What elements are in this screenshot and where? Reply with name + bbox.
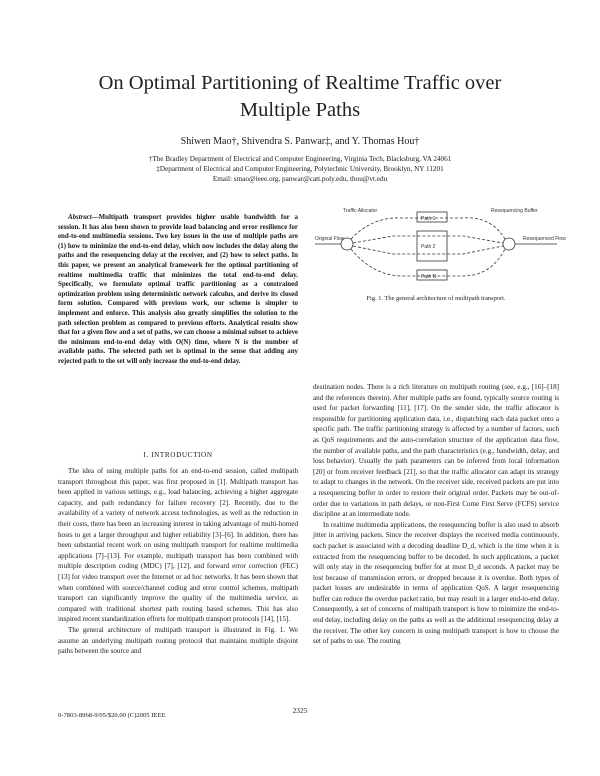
title-line-1: On Optimal Partitioning of Realtime Traffic over (98, 72, 502, 94)
section-heading-introduction: I. INTRODUCTION (143, 451, 213, 459)
label-resequencing-buffer: Resequencing Buffer (491, 208, 538, 214)
abstract (58, 213, 298, 367)
right-paragraph-2: In realtime multimedia applications, the resequencing buffer is also used to absorb jitter in arriving packets. Since the receiver displays the received media continuously, each packet is associated with a decoding deadline D_d, which is the time when it is extracted from the resequencing buffer to be decoded. In such applications, a packet will only stay in the resequencing buffer for at most D_d seconds. A packet may be lost because of transmission errors, or dropped because it is overdue. Both types of packet losses are undesirable in terms of application QoS. A larger resequencing buffer can reduce the overdue packet ratio, but may result in a larger end-to-end delay. Consequently, a set of concerns of multipath transport is how to minimize the end-to-end delay, including delay on the paths as well as the additional resequencing delay at the receiver. The other key concern in using multipath transport is how to choose the set of paths to use. The routing (313, 520, 559, 646)
affiliations (40, 154, 560, 184)
label-original-flow: Original Flow (315, 236, 345, 242)
label-traffic-allocator: Traffic Allocator (343, 208, 378, 214)
path-2-line (353, 236, 503, 243)
figure-multipath-architecture (313, 206, 566, 290)
paper-title (40, 70, 560, 124)
figure-caption: Fig. 1. The general architecture of multipath transport. (366, 295, 506, 302)
page-number: 2325 (292, 706, 308, 715)
author-list: Shiwen Mao†, Shivendra S. Panwar‡, and Y. Thomas Hou† (180, 136, 420, 147)
label-path-1: Path 1 (421, 216, 436, 222)
label-resequenced-flow: Resequenced Flow (523, 236, 566, 242)
path-n-line (351, 249, 505, 276)
email-line: Email: smao@ieee.org, panwar@catt.poly.edu, thou@vt.edu (212, 175, 388, 183)
right-paragraph-1: destination nodes. There is a rich literature on multipath routing (see, e.g., [16]–[18] and the references therein). After multiple paths are found, typically source routing is used for packet forwarding [11], [17]. On the sender side, the traffic allocator is responsible for partitioning application data, i.e., dispatching each data packet onto a specific path. The traffic partitioning strategy is affected by a number of factors, such as QoS requirements and the auto-correlation structure of the application data flow, the number of available paths, and the path characteristics (e.g., bandwidth, delay, and loss behavior). Usually the path parameters can be inferred from local information [20] or from receiver feedback [21], so that the traffic allocator can adapt its strategy to adapt to changes in the network. On the receiver side, received packets are put into a resequencing buffer in order to restore their original order. Packets may be out-of-order due to variations in path delays, or non-First Come First Serve (FCFS) service discipline at an intermediate node. (313, 383, 559, 519)
affiliation-1: †The Bradley Department of Electrical and Computer Engineering, Virginia Tech, Blacksburg, VA 24061 (148, 155, 452, 163)
affiliation-2: ‡Department of Electrical and Computer Engineering, Polytechnic University, Brooklyn, NY 11201 (156, 165, 444, 173)
intro-paragraph-1: The idea of using multiple paths for an end-to-end session, called multipath transport throughout this paper, was first proposed in [1]. Multipath transport has been applied in various settings, e.g., load balancing, achieving a higher aggregate capacity, and path redundancy for failure recovery [2]. Recently, due to the availability of a variety of network access technologies, as well as the reduction in their costs, there has been an increasing interest in taking advantage of multi-homed hosts to get a larger throughput and higher reliability [3]–[6]. In addition, there has been substantial recent work on using multipath transport for realtime multimedia applications [7]–[13]. For example, multipath transport has been combined with multiple description coding (MDC) [7], [12], and forward error correction (FEC) [13] for video transport over the Internet or ad hoc networks. It has been shown that when combined with source/channel coding and error control schemes, multipath transport can significantly improve the quality of the multimedia service, as compared with traditional shortest path routing based schemes. This has also inspired recent standardization efforts for multipath transport protocols [14], [15]. (58, 467, 298, 624)
copyright-footer: 0-7803-8968-9/05/$20.00 (C)2005 IEEE (58, 712, 166, 719)
resequencing-buffer-node (503, 238, 515, 250)
label-path-n: Path N (421, 274, 437, 280)
title-line-2: Multiple Paths (239, 99, 361, 121)
introduction-body (58, 466, 298, 657)
abstract-text: —Multipath transport provides higher usable bandwidth for a session. It has also been shown to provide load balancing and error resilience for end-to-end multimedia sessions. Two key issues in the use of multiple paths are (1) how to minimize the end-to-end delay, which now includes the delay along the paths and the resequencing delay at the receiver, and (2) how to select paths. In this paper, we present an analytical framework for the optimal partitioning of realtime multimedia traffic that minimizes the total end-to-end delay. Specifically, we formulate optimal traffic partitioning as a constrained optimization problem using deterministic network calculus, and derive its closed form solution. Compared with previous work, our scheme is simpler to implement and enforce. This analysis also greatly simplifies the solution to the path selection problem as compared to previous efforts. Analytical results show that for a given flow and a set of paths, we can choose a minimal subset to achieve the minimum end-to-end delay with O(N) time, where N is the number of available paths. The selected path set is optimal in the sense that adding any rejected path to the set will only increase the end-to-end delay. (58, 214, 298, 365)
label-path-2: Path 2 (421, 244, 436, 250)
abstract-label: Abstract (68, 214, 92, 221)
right-column-body (313, 382, 559, 647)
intro-paragraph-2: The general architecture of multipath transport is illustrated in Fig. 1. We assume an underlying multipath routing protocol that maintains multiple disjoint paths between the source and (58, 625, 298, 656)
